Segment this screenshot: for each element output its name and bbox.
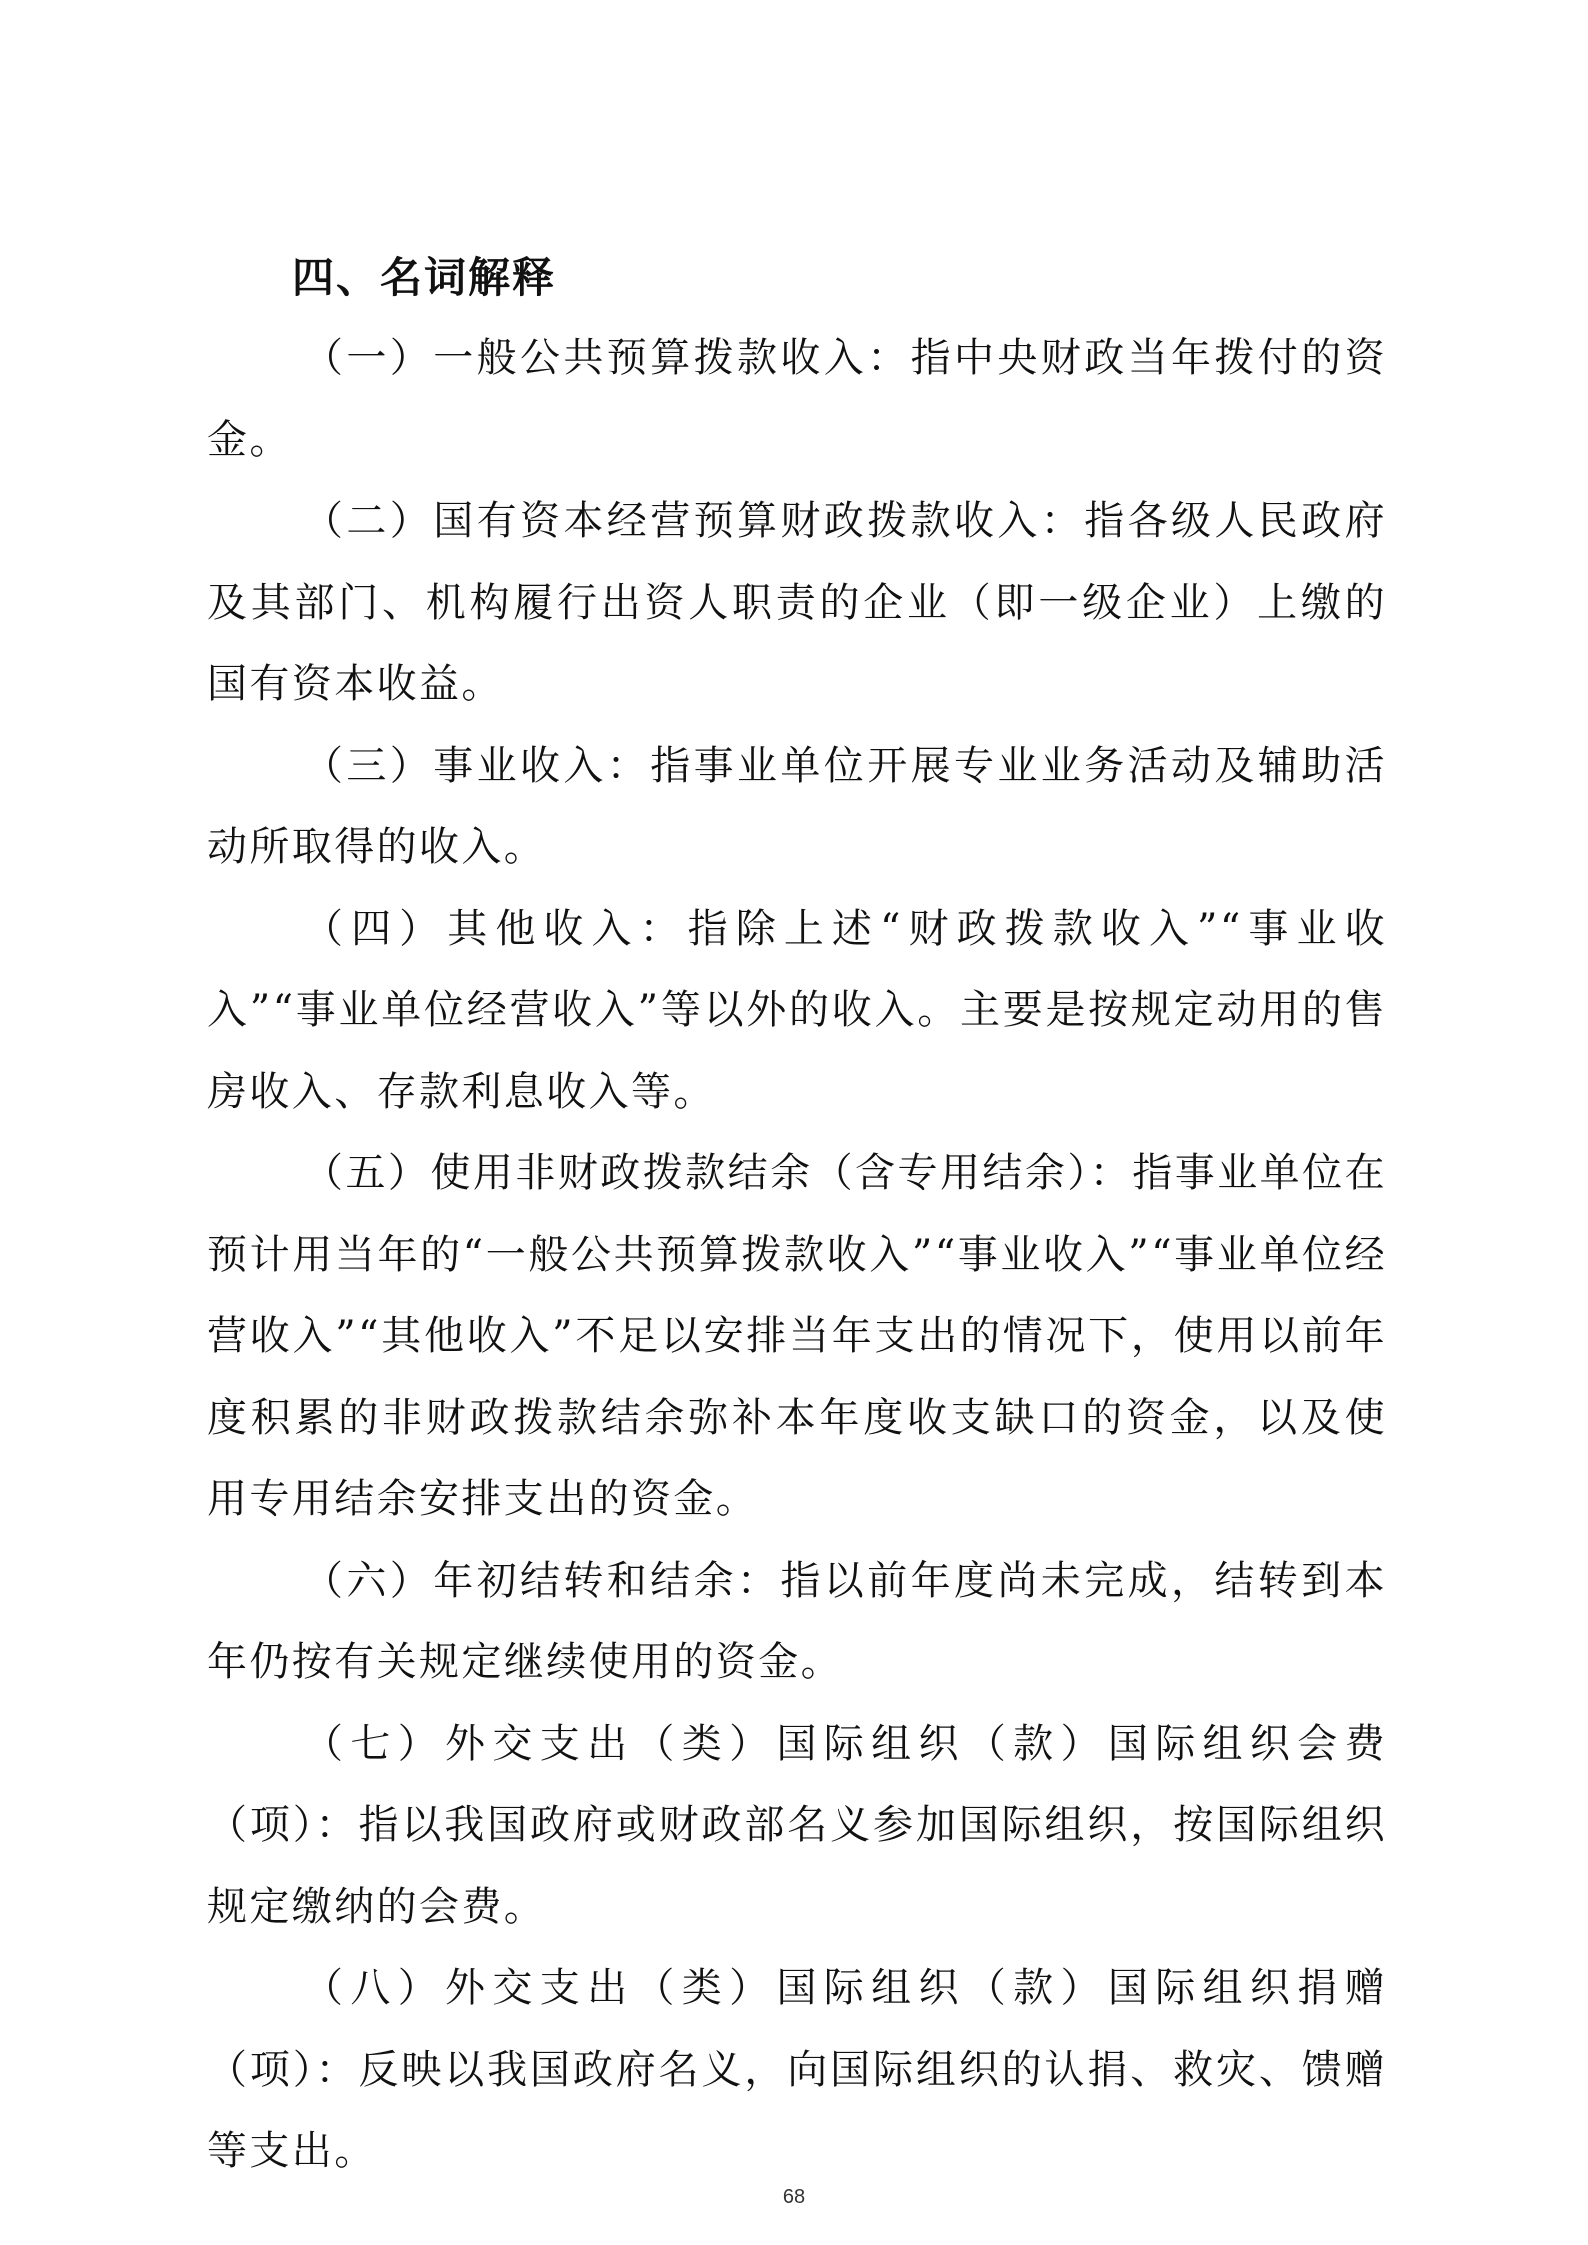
definition-paragraph-8: （八）外交支出（类）国际组织（款）国际组织捐赠（项）：反映以我国政府名义，向国际组织的认捐、救灾、馈赠等支出。	[207, 1965, 1387, 2174]
definition-paragraph-6: （六）年初结转和结余：指以前年度尚未完成，结转到本年仍按有关规定继续使用的资金。	[207, 1557, 1387, 1685]
definition-paragraph-4: （四）其他收入：指除上述“财政拨款收入”“事业收入”“事业单位经营收入”等以外的收入。主要是按规定动用的售房收入、存款利息收入等。	[207, 905, 1387, 1115]
definition-paragraph-7: （七）外交支出（类）国际组织（款）国际组织会费（项）：指以我国政府或财政部名义参加国际组织，按国际组织规定缴纳的会费。	[207, 1720, 1387, 1930]
definition-paragraph-1: （一）一般公共预算拨款收入：指中央财政当年拨付的资金。	[207, 335, 1387, 463]
definition-paragraph-2: （二）国有资本经营预算财政拨款收入：指各级人民政府及其部门、机构履行出资人职责的企业（即一级企业）上缴的国有资本收益。	[207, 498, 1387, 707]
definition-paragraph-3: （三）事业收入：指事业单位开展专业业务活动及辅助活动所取得的收入。	[207, 742, 1387, 870]
section-heading: 四、名词解释	[292, 253, 557, 302]
definitions-body	[207, 318, 1387, 2193]
page-number: 68	[782, 2186, 806, 2208]
definition-paragraph-5: （五）使用非财政拨款结余（含专用结余）：指事业单位在预计用当年的“一般公共预算拨款收入”“事业收入”“事业单位经营收入”“其他收入”不足以安排当年支出的情况下，使用以前年度积累的非财政拨款结余弥补本年度收支缺口的资金，以及使用专用结余安排支出的资金。	[207, 1150, 1387, 1522]
